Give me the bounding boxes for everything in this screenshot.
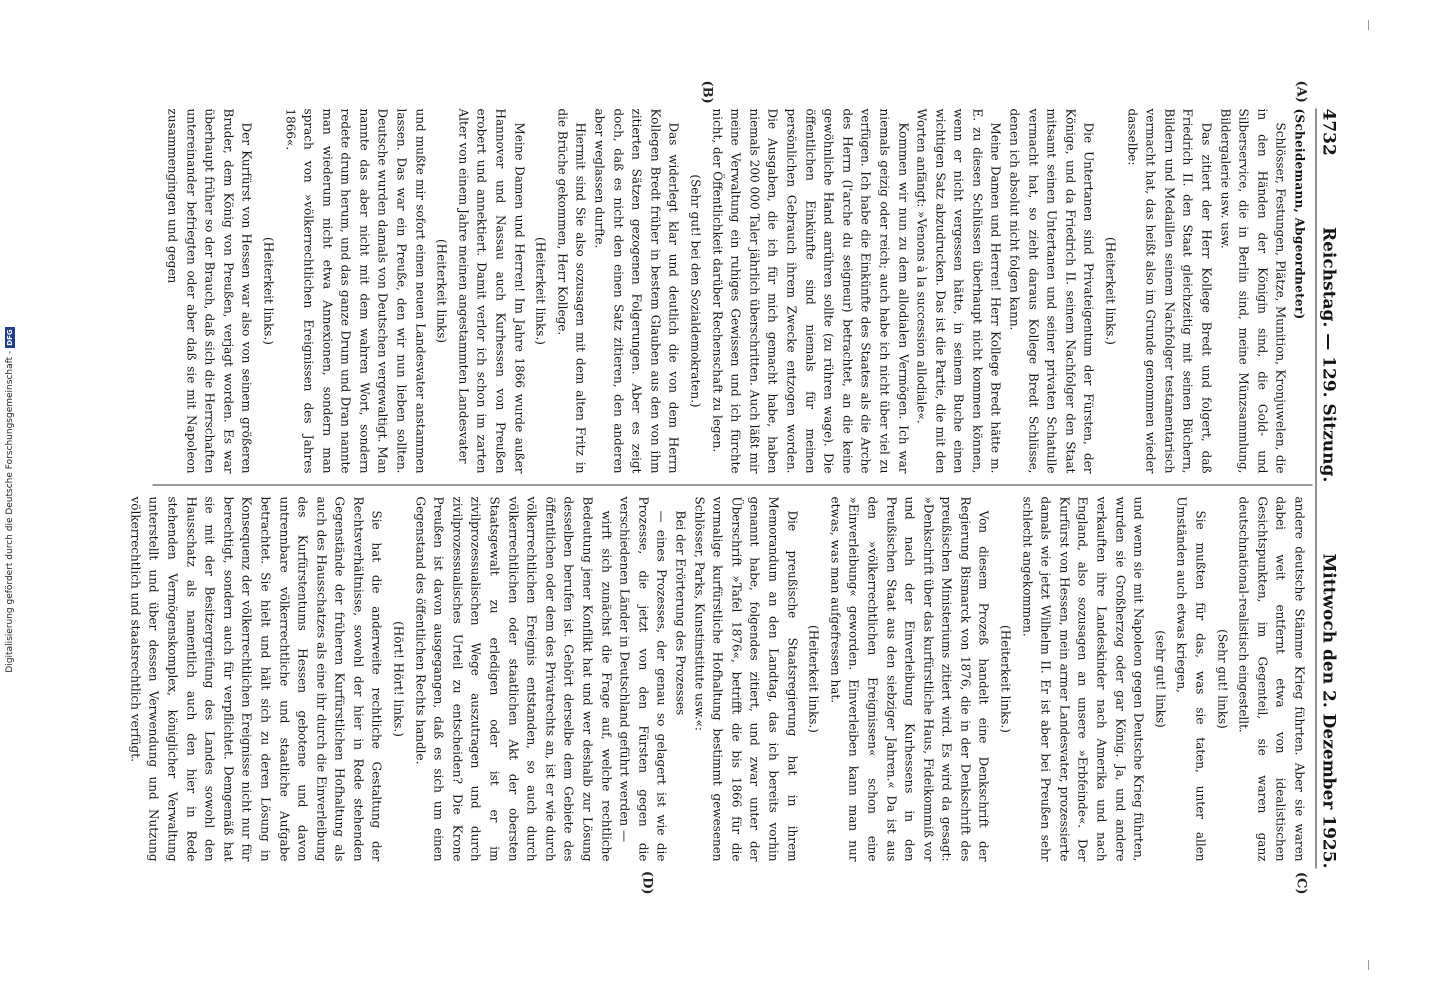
- margin-mark-c: (C): [1293, 871, 1309, 895]
- paragraph: Die preußische Staatsregierung hat in ihrem Memorandum an den Landtag, das ich bereits vorhin genannt habe, folgendes zitiert, und zwar unter der Überschrift »Tafel 1876«, betrifft die bis 1866 für die vormalige kurfürstliche Hofhaltung bestimmt gewesenen Schlösser, Parks, Kunstinstitute usw.«:: [692, 496, 800, 862]
- reaction-note: (Hört! Hört! links.): [391, 621, 406, 737]
- header-title: Reichstag. — 129. Sitzung.: [1318, 226, 1339, 483]
- reaction-note: (Heiterkeit links.): [998, 625, 1013, 733]
- interjection: — eines Prozesses, der genau so gelagert ist wie die Prozesse, die jetzt von den Fürsten gegen die verschiedenen Länder in Deutschland geführt werden —: [617, 496, 669, 862]
- paragraph: Das widerlegt klar und deutlich die von dem Herrn Kollegen Bredt früher in bestem Glauben aus den von ihm zitierten Sätzen gezogenen Folgerungen. Aber es zeigt doch, daß es nicht den einen Satz zitieren, den anderen aber weglassen durfte.: [592, 108, 681, 474]
- paragraph: Sie mußten für das, was sie taten, unter allen Umständen auch etwas kriegen,: [1174, 496, 1208, 862]
- paragraph: Die Untertanen sind Privateigentum der Fürsten, der Könige, und da Friedrich II. seinem Nachfolger den Staat mitsamt seinen Untertanen und seiner privaten Schatulle vermacht hat, so zieht daraus Kollege Bredt Schlüsse, denen ich absolut nicht folgen kann.: [1007, 108, 1096, 474]
- paragraph: Schlösser, Festungen, Plätze, Munition, Kronjuwelen, die in den Händen der Königin sind, die Gold- und Silberservice, die in Berlin sind, meine Münzsammlung, Bildergalerie usw. usw.: [1218, 108, 1288, 474]
- quotation: Kommen wir nun zu dem allodialen Vermögen. Ich war niemals geizig oder reich; auch habe ich nicht über viel zu verfügen. Ich habe die Einkünfte des Staates als die Arche des Herrn (l'arche du seigneur) betrachtet, an die keine gewöhnliche Hand anrühren sollte (zu rühren wage). Die öffentlichen Einkünfte sind niemals für meinen persönlichen Gebrauch ihrem Zwecke entzogen worden. Die Ausgaben, die ich für mich gemacht habe, haben niemals 200 000 Taler jährlich überschritten. Auch läßt mir meine Verwaltung ein ruhiges Gewissen und ich fürchte nicht, der Öffentlichkeit darüber Rechenschaft zu legen.: [710, 108, 911, 474]
- paragraph: andere deutsche Stämme Krieg führten. Aber sie waren dabei weit entfernt etwa von idealistischen Gesichtspunkten, im Gegenteil, sie waren ganz deutschnational-realistisch eingestellt.: [1236, 496, 1307, 862]
- speaker-line: (Scheidemann, Abgeordneter): [1292, 108, 1307, 320]
- header-date: Mittwoch den 2. Dezember 1925.: [1318, 553, 1339, 869]
- paragraph: Das zitiert der Herr Kollege Bredt und folgert, daß Friedrich II. den Staat gleichzeitig mit seinen Büchern, Bildern und Medaillen seinem Nachfolger testamentarisch vermacht hat, das heißt also im Grunde genommen wieder dasselbe:: [1125, 108, 1214, 474]
- paragraph: und wenn sie mit Napoleon gegen Deutsche Krieg führten, wurden sie Großherzog oder gar König. Ja, und andere verkauften ihre Landeskinder nach Amerika und nach England, also sozusagen an unsere »Erbfeinde«. Der Kurfürst von Hessen, mein armer Landesvater, prozessierte damals wie jetzt Wilhelm II. Er ist aber bei Preußen sehr schlecht angekommen.: [1020, 496, 1146, 862]
- dfg-logo: DFG: [6, 329, 14, 346]
- reaction-note: (Heiterkeit links.): [261, 237, 276, 345]
- reaction-note: (Heiterkeit links.): [533, 237, 548, 345]
- digitization-caption: [0, 0, 20, 1000]
- reaction-note: (Heiterkeit links.): [1103, 237, 1118, 345]
- scanned-page-area: [130, 68, 1355, 908]
- margin-mark-d: (D): [639, 870, 655, 895]
- reaction-note: (Sehr gut! links): [1215, 629, 1230, 729]
- page-number: 4732: [1318, 108, 1339, 156]
- caption-text: Digitalisierung gefördert durch die Deutsche Forschungsgemeinschaft -: [5, 350, 15, 673]
- quotation: wirft sich zunächst die Frage auf, welche rechtliche Bedeutung jener Konflikt hat und wer deshalb zur Lösung desselben berufen ist. Gehört derselbe dem Gebiete des öffentlichen oder dem des Privatrechts an, ist er wie durch völkerrechtlichen Ereignis entstanden, so auch durch völkerrechtlichen oder staatlichen Akt der obersten Staatsgewalt zu erledigen oder ist er im zivilprozessualischen Wege auszutragen und durch zivilprozessualisches Urteil zu entscheiden? Die Krone Preußen ist davon ausgegangen, daß es sich um einen Gegenstand des öffentlichen Rechts handle.: [413, 496, 614, 862]
- column-divider: [153, 485, 1313, 486]
- left-column: [163, 109, 1309, 474]
- paragraph: Meine Damen und Herren! Im Jahre 1866 wurde außer Hannover und Nassau auch Kurhessen von Preußen erobert und annektiert. Damit verlor ich schon im zarten Alter von einem Jahre meinen angestammten Landesvater: [456, 108, 527, 474]
- quotation: Sie hat die anderweite rechtliche Gestaltung der Rechtsverhältnisse, sowohl der hier in Rede stehenden Gegenstände der früheren Kurfürstlichen Hofhaltung als auch des Hausschatzes als eine ihr durch die Einverleibung des Kurfürstentums Hessen gebotene und davon untrennbare völkerrechtliche und staatliche Aufgabe betrachtet. Sie hielt und hält sich zu deren Lösung in Konsequenz der völkerrechtlichen Ereignisse nicht nur für berechtigt, sondern auch für verpflichtet. Demgemäß hat sie mit der Besitzergreifung des Landes sowohl den Hausschatz als namentlich auch den hier in Rede stehenden Vermögenskomplex, königlicher Verwaltung unterstellt und über dessen Verwendung und Nutzung völkerrechtlich und staatsrechtlich verfügt.: [128, 496, 384, 862]
- paragraph: Hiermit sind Sie also sozusagen mit dem alten Fritz in die Brüche gekommen, Herr Kollege.: [555, 108, 588, 474]
- running-header: [1316, 109, 1341, 869]
- paragraph: und mußte mir sofort einen neuen Landesvater anstammen lassen. Das war ein Preuße, den wir nun lieben sollten. Deutsche wurden damals von Deutschen vergewaltigt. Man nannte das aber nicht mit dem wahren Wort, sondern redete drum herum, und das ganze Drum und Dran nannte man wiederum nicht etwa Annexionen, sondern man sprach von »völkerrechtlichen Ereignissen des Jahres 1866«.: [283, 108, 428, 474]
- reaction-note: (Heiterkeit links): [434, 238, 449, 344]
- paragraph: Von diesem Prozeß handelt eine Denkschrift der Regierung Bismarck von 1876, die in der Denkschrift des preußischen Ministeriums zitiert wird. Es wird da gesagt: »Denkschrift über das kurfürstliche Haus, Fideikommiß vor und nach der Einverleibung Kurhessens in den Preußischen Staat aus den siebziger Jahren.« Da ist aus den »völkerrechtlichen Ereignissen« schon eine »Einverleibung« geworden. Einverleiben kann man nur etwas, was man aufgefressen hat.: [828, 496, 991, 862]
- margin-mark-b: (B): [699, 80, 715, 104]
- margin-mark-a: (A): [1293, 80, 1309, 103]
- paragraph: Meine Damen und Herren! Herr Kollege Bredt hätte m. E. zu diesen Schlüssen überhaupt nicht kommen können, wenn er nicht vergessen hätte, in seinem Buche einen wichtigen Satz abzudrucken. Das ist die Partie, die mit den Worten anfängt: »Venons à la succession allodiale«.: [914, 108, 1003, 474]
- paragraph: Der Kurfürst von Hessen war also von seinem größeren Bruder, dem König von Preußen, verjagt worden. Es war überhaupt früher so der Brauch, daß sich die Herrschaften untereinander befriegten oder aber daß sie mit Napoleon zusammengingen und gegen: [165, 108, 254, 474]
- paragraph: Bei der Erörterung des Prozesses: [673, 510, 688, 716]
- reaction-note: (Heiterkeit links.): [806, 625, 821, 733]
- scan-mark: [1368, 20, 1369, 30]
- right-column: [126, 497, 1309, 862]
- scan-mark: [1368, 960, 1369, 970]
- scanned-page: [130, 69, 1355, 909]
- reaction-note: (Sehr gut! bei den Sozialdemokraten.): [688, 174, 703, 408]
- reaction-note: (sehr gut! links): [1153, 630, 1168, 728]
